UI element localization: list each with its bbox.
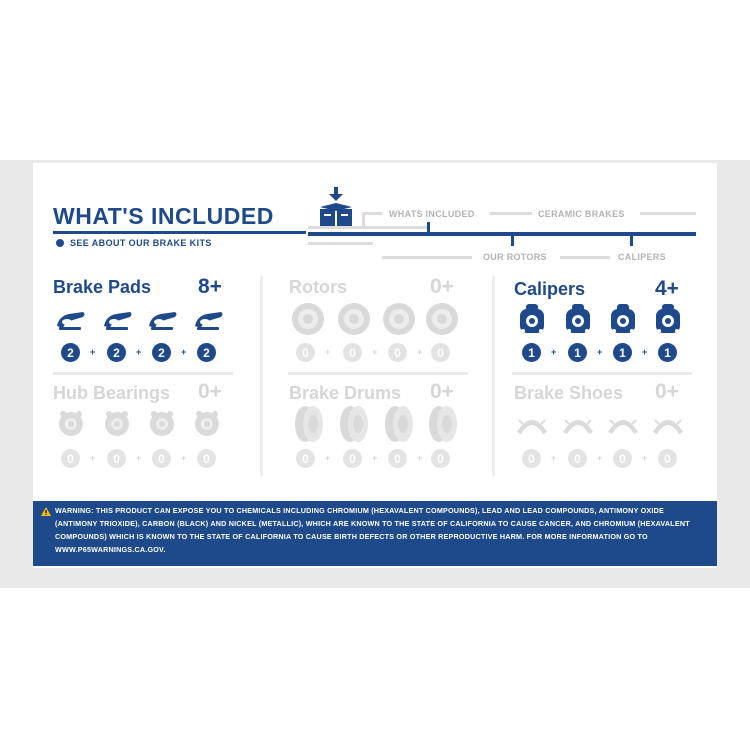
- nav-tick: [427, 222, 430, 232]
- rotor-icon: [425, 302, 459, 336]
- brake-pad-icon: [147, 308, 179, 332]
- hub-bearing-icon: [193, 408, 221, 438]
- section-title: Rotors: [289, 277, 347, 297]
- nav-line: [490, 212, 532, 215]
- nav-our-rotors[interactable]: OUR ROTORS: [483, 252, 547, 262]
- quantity-badge: 0: [388, 449, 407, 468]
- quantity-badge: 2: [152, 343, 171, 362]
- plus-separator: +: [325, 453, 331, 463]
- plus-separator: +: [90, 453, 96, 463]
- caliper-icon: [518, 303, 546, 337]
- nav-line: [308, 242, 373, 245]
- plus-separator: +: [417, 453, 423, 463]
- quantity-badge: 0: [613, 449, 632, 468]
- section-count: 0+: [430, 380, 454, 403]
- plus-separator: +: [597, 453, 603, 463]
- brake-pad-icon: [55, 308, 87, 332]
- see-brake-kits-link[interactable]: [56, 238, 212, 248]
- caliper-icon: [564, 303, 592, 337]
- plus-separator: +: [181, 347, 187, 357]
- brake-drum-icon: [293, 405, 325, 443]
- brake-drum-icon: [338, 405, 370, 443]
- quantity-badge: 0: [431, 343, 450, 362]
- column-divider: [260, 276, 263, 476]
- section-title: Calipers: [514, 279, 586, 299]
- quantity-badge: 0: [107, 449, 126, 468]
- nav-main-line: [308, 232, 696, 236]
- plus-separator: +: [372, 347, 378, 357]
- package-down-arrow-icon: [318, 187, 354, 229]
- nav-tick: [630, 236, 633, 246]
- quantity-badge: 0: [343, 343, 362, 362]
- quantity-badge: 0: [197, 449, 216, 468]
- plus-separator: +: [181, 453, 187, 463]
- section-title: Hub Bearings: [53, 383, 171, 403]
- plus-separator: +: [325, 347, 331, 357]
- section-count: 0+: [198, 380, 222, 403]
- quantity-badge: 1: [568, 343, 587, 362]
- nav-ceramic-brakes[interactable]: CERAMIC BRAKES: [538, 209, 625, 219]
- plus-separator: +: [136, 453, 142, 463]
- brake-drum-icon: [383, 405, 415, 443]
- quantity-badge: 2: [197, 343, 216, 362]
- brake-shoe-icon: [515, 412, 549, 436]
- section-title: Brake Drums: [289, 383, 402, 403]
- plus-separator: +: [642, 453, 648, 463]
- plus-separator: +: [372, 453, 378, 463]
- quantity-badge: 2: [61, 343, 80, 362]
- brake-pad-icon: [102, 308, 134, 332]
- section-count: 4+: [655, 277, 679, 300]
- hub-bearing-icon: [57, 408, 85, 438]
- warning-text: WARNING: THIS PRODUCT CAN EXPOSE YOU TO CHEMICALS INCLUDING CHROMIUM (HEXAVALENT COMPOUNDS), LEAD AND LEAD COMPOUNDS, ANTIMONY OXIDE (ANTIMONY TRIOXIDE), CARBON (BLACK) AND NICKEL (METALLIC), WHICH ARE KNOWN TO THE STATE OF CALIFORNIA TO CAUSE CANCER, AND CHROMIUM (HEXAVALENT COMPOUNDS) WHICH IS KNOWN TO THE STATE OF CALIFORNIA TO CAUSE BIRTH DEFECTS OR OTHER REPRODUCTIVE HARM. FOR MORE INFORMATION GO TO WWW.P65WARNINGS.CA.GOV.: [55, 506, 690, 554]
- quantity-badge: 0: [296, 449, 315, 468]
- hub-bearing-icon: [148, 408, 176, 438]
- plus-separator: +: [551, 453, 557, 463]
- quantity-badge: 0: [522, 449, 541, 468]
- rotor-icon: [382, 302, 416, 336]
- nav-line: [362, 212, 382, 215]
- quantity-badge: 0: [568, 449, 587, 468]
- quantity-badge: 0: [431, 449, 450, 468]
- plus-separator: +: [642, 347, 648, 357]
- row-divider: [512, 372, 692, 375]
- quantity-badge: 0: [343, 449, 362, 468]
- bullet-icon: [56, 239, 64, 247]
- brake-drum-icon: [427, 405, 459, 443]
- title-underline: [53, 231, 306, 234]
- nav-calipers[interactable]: CALIPERS: [618, 252, 666, 262]
- nav-line: [308, 226, 428, 229]
- brake-shoe-icon: [606, 412, 640, 436]
- plus-separator: +: [551, 347, 557, 357]
- nav-line: [640, 212, 696, 215]
- caliper-icon: [654, 303, 682, 337]
- section-title: Brake Shoes: [514, 383, 624, 403]
- brake-pad-icon: [193, 308, 225, 332]
- nav-whats-included[interactable]: WHATS INCLUDED: [389, 209, 475, 219]
- quantity-badge: 0: [388, 343, 407, 362]
- quantity-badge: 0: [296, 343, 315, 362]
- nav-tick: [511, 236, 514, 246]
- quantity-badge: 0: [658, 449, 677, 468]
- quantity-badge: 0: [61, 449, 80, 468]
- brake-shoe-icon: [651, 412, 685, 436]
- quantity-badge: 0: [152, 449, 171, 468]
- plus-separator: +: [136, 347, 142, 357]
- caliper-icon: [609, 303, 637, 337]
- rotor-icon: [291, 302, 325, 336]
- nav-line: [560, 256, 610, 259]
- plus-separator: +: [597, 347, 603, 357]
- plus-separator: +: [417, 347, 423, 357]
- column-divider: [492, 276, 495, 476]
- quantity-badge: 1: [658, 343, 677, 362]
- section-count: 8+: [198, 275, 222, 298]
- page-title: WHAT'S INCLUDED: [53, 203, 274, 229]
- quantity-badge: 1: [613, 343, 632, 362]
- hub-bearing-icon: [103, 408, 131, 438]
- row-divider: [53, 372, 233, 375]
- warning-triangle-icon: [41, 507, 51, 520]
- plus-separator: +: [90, 347, 96, 357]
- see-link-label: SEE ABOUT OUR BRAKE KITS: [70, 238, 212, 248]
- rotor-icon: [337, 302, 371, 336]
- quantity-badge: 1: [522, 343, 541, 362]
- quantity-badge: 2: [107, 343, 126, 362]
- brake-shoe-icon: [561, 412, 595, 436]
- section-title: Brake Pads: [53, 277, 152, 297]
- section-count: 0+: [430, 275, 454, 298]
- nav-line: [382, 256, 472, 259]
- section-count: 0+: [655, 380, 679, 403]
- prop65-warning-banner: [33, 501, 717, 566]
- row-divider: [288, 372, 468, 375]
